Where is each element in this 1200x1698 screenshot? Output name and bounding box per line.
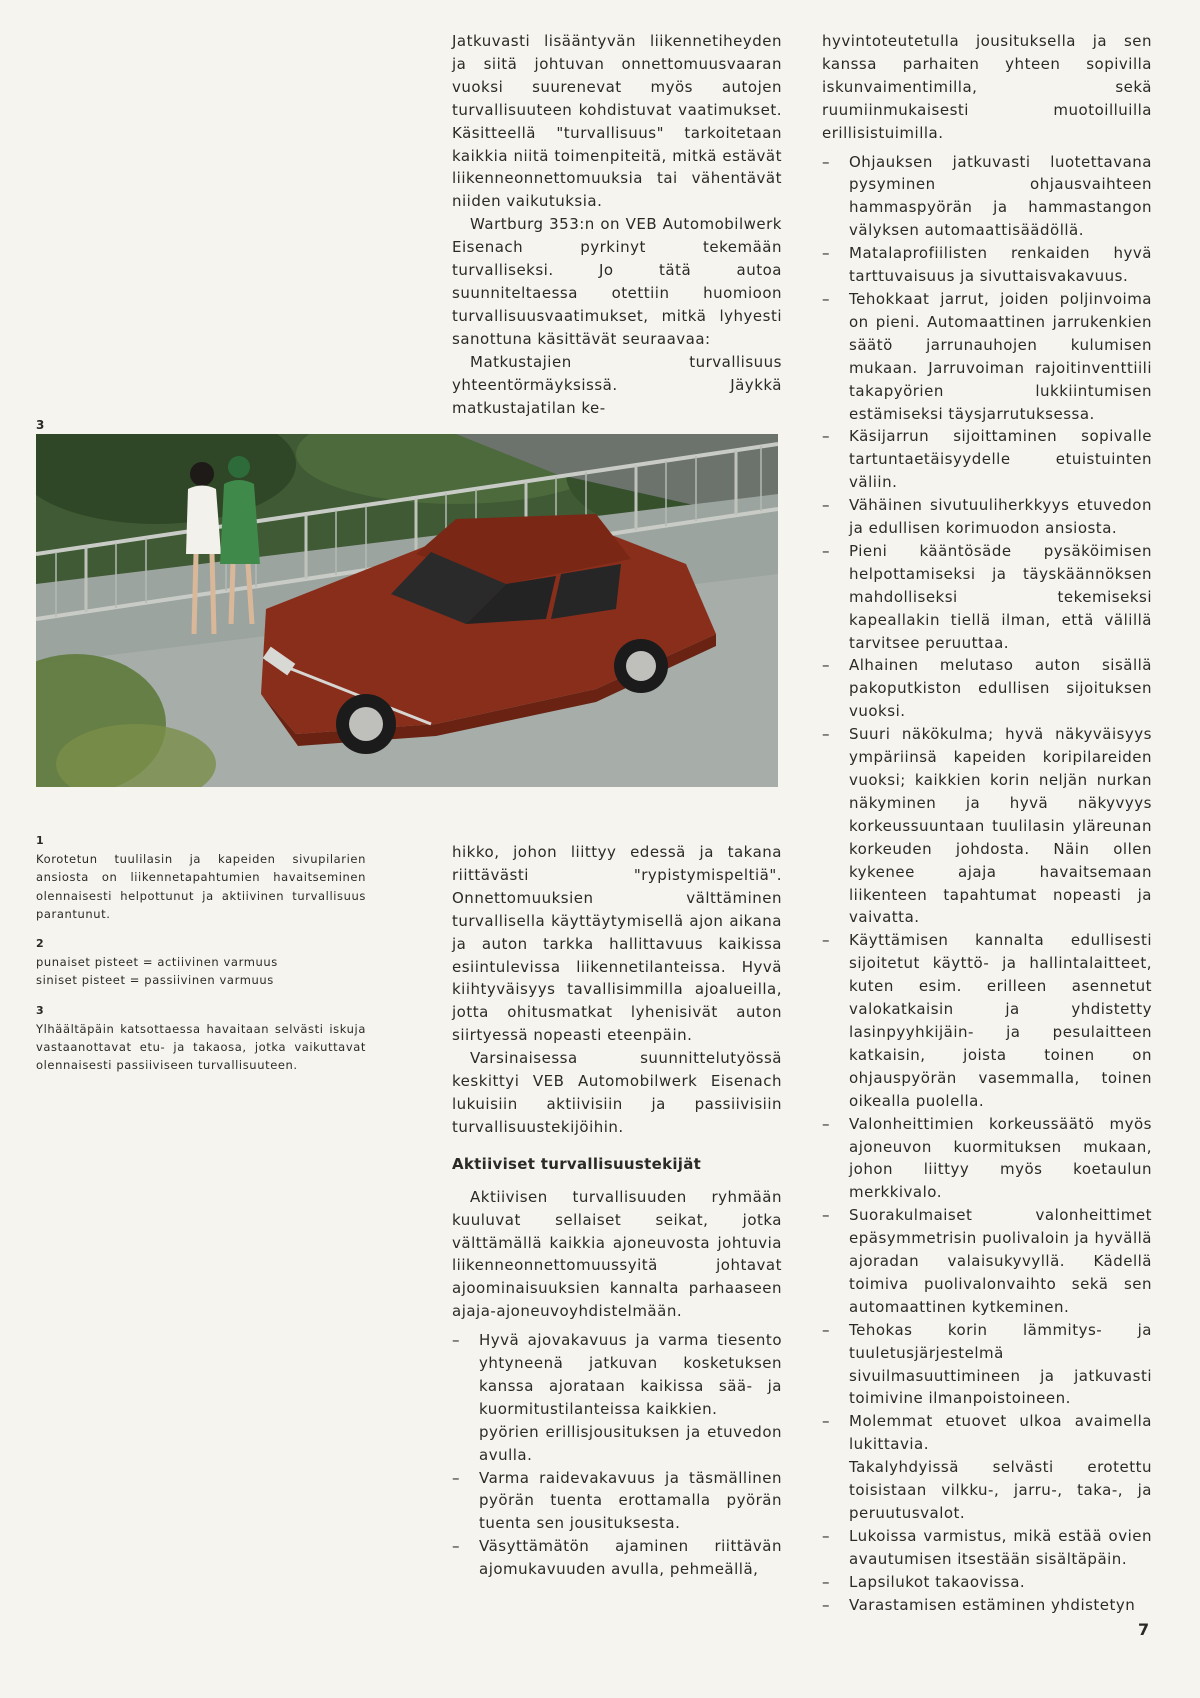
safety-list [452, 1329, 782, 1581]
dash-bullet: – [822, 541, 830, 560]
list-item [452, 1467, 782, 1536]
dash-bullet: – [452, 1537, 460, 1556]
dash-bullet: – [822, 725, 830, 744]
caption-text: Korotetun tuulilasin ja kapeiden sivupilarien ansiosta on liikennetapahtumien havaitseminen olennaisesti helpottunut ja aktiivinen turvallisuus parantunut. [36, 852, 366, 921]
paragraph: Matkustajien turvallisuus yhteentörmäyksissä. Jäykkä matkustajatilan ke- [452, 352, 782, 417]
list-item-text: Alhainen melutaso auton sisällä pakoputkiston edullisen sijoituksen vuoksi. [849, 656, 1152, 721]
dash-bullet: – [822, 656, 830, 675]
caption-2 [36, 935, 366, 990]
list-item [822, 1594, 1152, 1617]
list-item-text: Lukoissa varmistus, mikä estää ovien avautumisen itsestään sisältäpäin. [849, 1526, 1152, 1568]
list-item-text: Tehokas korin lämmitys- ja tuuletusjärjestelmä sivuilmasuuttimineen ja jatkuvasti toimivine ilmanpoistoineen. [849, 1320, 1152, 1408]
list-item-text: Matalaprofiilisten renkaiden hyvä tarttuvaisuus ja sivuttaisvakavuus. [849, 244, 1152, 286]
list-item-text: Valonheittimien korkeussäätö myös ajoneuvon kuormituksen mukaan, johon liittyy myös koetaulun merkkivalo. [849, 1114, 1152, 1202]
dash-bullet: – [822, 1595, 830, 1614]
list-item-text: Väsyttämätön ajaminen riittävän ajomukavuuden avulla, pehmeällä, [479, 1537, 782, 1579]
paragraph: Varsinaisessa suunnittelutyössä keskittyi VEB Automobilwerk Eisenach lukuisiin aktiivisiin ja passiivisiin turvallisuustekijöihin. [452, 1049, 782, 1136]
list-item [822, 929, 1152, 1112]
list-item-text: Ohjauksen jatkuvasti luotettavana pysyminen ohjausvaihteen hammaspyörän ja hammastangon välyksen automaattisäädöllä. [849, 152, 1152, 240]
dash-bullet: – [822, 1114, 830, 1133]
list-item-text: pyörien erillisjousituksen ja etuvedon avulla. [479, 1422, 782, 1464]
caption-number: 1 [36, 834, 45, 847]
list-item [822, 1571, 1152, 1594]
dash-bullet: – [452, 1331, 460, 1350]
dash-bullet: – [822, 244, 830, 263]
list-item [822, 654, 1152, 723]
paragraph: Aktiivisen turvallisuuden ryhmään kuuluvat sellaiset seikat, jotka välttämällä kaikkia ajoneuvosta johtuvia liikenneonnettomuussyitä johtavat ajoominaisuuksien kannalta parhaaseen ajaja-ajoneuvoyhdistelmään. [452, 1187, 782, 1321]
caption-text: Ylhäältäpäin katsottaessa havaitaan selvästi iskuja vastaanottavat etu- ja takaosa, jotka vaikuttavat olennaisesti passiiviseen turvallisuuteen. [36, 1021, 366, 1073]
list-item-text: Suuri näkökulma; hyvä näkyväisyys ympäriinsä kapeiden koripilareiden vuoksi; kaikkien korin neljän nurkan näkyminen ja hyvä näkyvyys korkeussuuntaan tuulilasin yläreunan korkeuden johdosta. Näin ollen kykenee ajaja havaitsemaan liikenteen tapahtumat nopeasti ja vaivatta. [849, 725, 1152, 927]
list-item [822, 1113, 1152, 1205]
caption-number: 3 [36, 1003, 45, 1017]
caption-line: punaiset pisteet = actiivinen varmuus [36, 955, 278, 970]
list-item [452, 1329, 782, 1421]
list-item [822, 540, 1152, 655]
list-item-text: Suorakulmaiset valonheittimet epäsymmetrisin puolivaloin ja hyvällä ajoradan valaisukyvyllä. Kädellä toimiva puolivalonvaihto sekä sen automaattinen kytkeminen. [849, 1206, 1152, 1316]
list-item [822, 1525, 1152, 1571]
dash-bullet: – [822, 1320, 830, 1339]
paragraph: Wartburg 353:n on VEB Automobilwerk Eisenach pyrkinyt tekemään turvalliseksi. Jo tätä autoa suunniteltaessa otettiin huomioon turvallisuusvaatimukset, mitkä lyhyesti sanottuna käsittävät seuraavaa: [452, 215, 782, 348]
list-item-text: Vähäinen sivutuuliherkkyys etuvedon ja edullisen korimuodon ansiosta. [849, 496, 1152, 538]
figure-number: 3 [36, 418, 45, 432]
list-item-text: Varma raidevakavuus ja täsmällinen pyörän tuenta erottamalla pyörän tuenta sen jousituksesta. [479, 1468, 782, 1533]
list-item-text: Molemmat etuovet ulkoa avaimella lukittavia. [849, 1412, 1152, 1454]
dash-bullet: – [822, 289, 830, 308]
list-item-text: Käsijarrun sijoittaminen sopivalle tartuntaetäisyydelle etuistuinten väliin. [849, 427, 1152, 492]
list-item-text: Lapsilukot takaovissa. [849, 1572, 1026, 1591]
dash-bullet: – [822, 1206, 830, 1225]
list-item-text: Pieni kääntösäde pysäköimisen helpottamiseksi ja täyskäännöksen mahdolliseksi tekemiseksi kapeallakin tiellä ilman, että välillä tarvitsee peruuttaa. [849, 541, 1152, 652]
car-photo-illustration [36, 434, 778, 787]
paragraph: hyvintoteutetulla jousituksella ja sen kanssa parhaiten yhteen sopivilla iskunvaimentimilla, sekä ruumiinmukaisesti muotoilluilla erillisistuimilla. [822, 32, 1152, 142]
list-item [452, 1421, 782, 1467]
figure-captions [36, 832, 366, 1086]
list-item [822, 494, 1152, 540]
list-item-text: Hyvä ajovakavuus ja varma tiesento yhtyneenä jatkuvan kosketuksen kanssa ajorataan kaikissa sää- ja kuormitustilanteissa kaikkien. [479, 1331, 782, 1418]
list-item-text: Takalyhdyissä selvästi erotettu toisistaan vilkku-, jarru-, taka-, ja peruutusvalot. [849, 1458, 1152, 1522]
car-photo [36, 434, 778, 787]
caption-1 [36, 832, 366, 923]
dash-bullet: – [822, 1526, 830, 1545]
list-item [822, 1410, 1152, 1456]
list-item [822, 288, 1152, 425]
dash-bullet: – [822, 931, 830, 950]
dash-bullet: – [822, 1412, 830, 1431]
list-item [822, 1456, 1152, 1525]
caption-number: 2 [36, 937, 45, 951]
dash-bullet: – [822, 1572, 830, 1591]
list-item-text: Käyttämisen kannalta edullisesti sijoitetut käyttö- ja hallintalaitteet, kuten esim. erilleen asennetut valokatkaisin ja yhdistetty lasinpyyhkijäin- ja pesulaitteen katkaisin, joista toinen on ohjauspyörän vasemmalla, toinen oikealla puolella. [849, 931, 1152, 1110]
caption-line: siniset pisteet = passiivinen varmuus [36, 973, 274, 988]
paragraph: hikko, johon liittyy edessä ja takana riittävästi "rypistymispeltiä". Onnettomuuksien välttäminen turvallisella käyttäytymisellä ajon aikana ja auton tarkka hallittavuus kaikissa esiintulevissa liikennetilanteissa. Hyvä kiihtyväisyys tavallisimmilla ajoalueilla, jotta ohitusmatkat lyhenisivät auton siirtyessä nopeasti eteenpäin. [452, 843, 782, 1045]
list-item [822, 151, 1152, 243]
list-item-text: Varastamisen estäminen yhdistetyn [849, 1595, 1136, 1614]
list-item [822, 242, 1152, 288]
list-item [452, 1535, 782, 1581]
dash-bullet: – [822, 427, 830, 446]
list-item [822, 1204, 1152, 1319]
section-heading: Aktiiviset turvallisuustekijät [452, 1154, 702, 1173]
dash-bullet: – [452, 1468, 460, 1487]
dash-bullet: – [822, 496, 830, 515]
list-item [822, 723, 1152, 929]
middle-column-bottom [452, 841, 782, 1581]
list-item-text: Tehokkaat jarrut, joiden poljinvoima on pieni. Automaattinen jarrukenkien säätö jarrunauhojen kulumisen mukaan. Jarruvoiman rajoitinventtiili takapyörien lukkiintumisen estämiseksi täysjarrutuksessa. [849, 289, 1152, 423]
caption-3 [36, 1002, 366, 1075]
middle-column-top [452, 30, 782, 419]
right-column [822, 30, 1152, 1617]
paragraph: Jatkuvasti lisääntyvän liikennetiheyden ja siitä johtuvan onnettomuusvaaran vuoksi suurenevat myös autojen turvallisuuteen kohdistuvat vaatimukset. Käsitteellä "turvallisuus" tarkoitetaan kaikkia niitä toimenpiteitä, mitkä estävät liikenneonnettomuuksia tai vähentävät niiden vaikutuksia. [452, 32, 782, 211]
page-number: 7 [1138, 1620, 1150, 1639]
dash-bullet: – [822, 152, 830, 171]
list-item [822, 425, 1152, 494]
safety-list [822, 151, 1152, 1617]
list-item [822, 1319, 1152, 1411]
